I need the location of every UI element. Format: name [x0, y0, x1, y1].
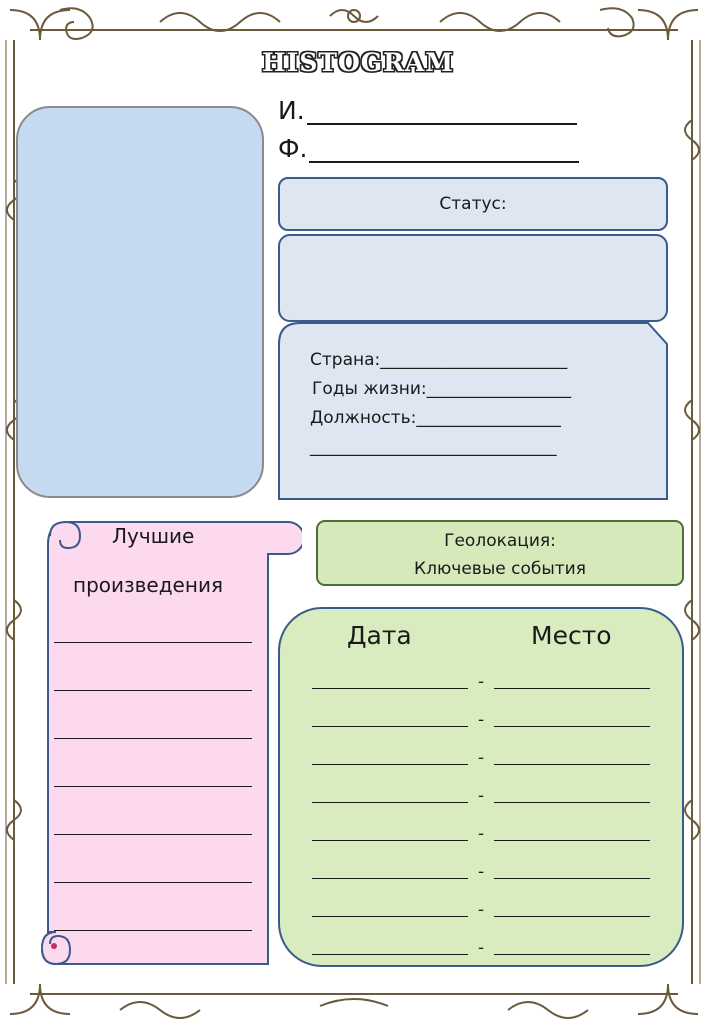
best-work-line[interactable]: [54, 882, 252, 883]
event-date-line[interactable]: [312, 688, 468, 689]
first-name-prefix: И.: [278, 96, 305, 125]
position-line[interactable]: Должность:_________________: [310, 408, 561, 428]
status-label-box: [278, 177, 668, 231]
event-date-line[interactable]: [312, 802, 468, 803]
portrait-placeholder[interactable]: [16, 106, 264, 498]
event-place-line[interactable]: [494, 878, 650, 879]
key-events-label: Ключевые события: [414, 559, 586, 579]
best-work-line[interactable]: [54, 642, 252, 643]
extra-line[interactable]: _____________________________: [310, 437, 557, 457]
event-date-line[interactable]: [312, 840, 468, 841]
geolocation-label: Геолокация:: [444, 531, 556, 551]
status-input-box[interactable]: [278, 234, 668, 322]
event-separator: -: [478, 786, 485, 806]
last-name-prefix: Ф.: [278, 134, 308, 163]
event-separator: -: [478, 710, 485, 730]
country-line[interactable]: Страна:______________________: [310, 350, 568, 370]
event-separator: -: [478, 862, 485, 882]
event-date-line[interactable]: [312, 726, 468, 727]
date-header: Дата: [347, 621, 412, 650]
event-separator: -: [478, 672, 485, 692]
years-line[interactable]: Годы жизни:_________________: [312, 379, 572, 399]
event-place-line[interactable]: [494, 726, 650, 727]
event-place-line[interactable]: [494, 764, 650, 765]
event-separator: -: [478, 824, 485, 844]
best-work-line[interactable]: [54, 690, 252, 691]
event-place-line[interactable]: [494, 916, 650, 917]
event-date-line[interactable]: [312, 954, 468, 955]
event-place-line[interactable]: [494, 802, 650, 803]
best-works-label-2: произведения: [73, 573, 223, 597]
event-place-line[interactable]: [494, 840, 650, 841]
event-separator: -: [478, 938, 485, 958]
last-name-field[interactable]: [278, 134, 579, 163]
first-name-underline: [307, 101, 577, 125]
page-title: HISTOGRAM: [262, 48, 454, 77]
event-place-line[interactable]: [494, 954, 650, 955]
last-name-underline: [309, 139, 579, 163]
first-name-field[interactable]: [278, 96, 577, 125]
event-date-line[interactable]: [312, 764, 468, 765]
event-separator: -: [478, 748, 485, 768]
best-work-line[interactable]: [54, 930, 252, 931]
event-date-line[interactable]: [312, 878, 468, 879]
event-date-line[interactable]: [312, 916, 468, 917]
event-separator: -: [478, 900, 485, 920]
best-works-label-1: Лучшие: [112, 524, 195, 548]
place-header: Место: [531, 621, 612, 650]
event-place-line[interactable]: [494, 688, 650, 689]
geolocation-box: [316, 520, 684, 586]
best-work-line[interactable]: [54, 834, 252, 835]
status-label: Статус:: [439, 194, 507, 214]
best-work-line[interactable]: [54, 738, 252, 739]
best-work-line[interactable]: [54, 786, 252, 787]
